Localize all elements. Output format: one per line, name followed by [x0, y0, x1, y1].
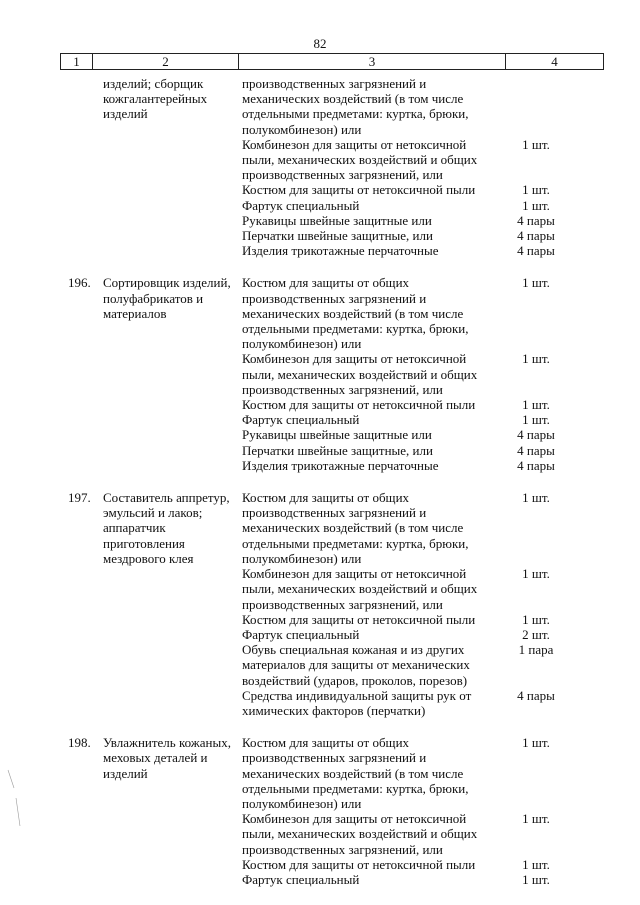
ppe-item-quantity: 4 пары [517, 457, 555, 473]
ppe-list [242, 76, 602, 258]
ppe-item [242, 566, 602, 612]
ppe-item-name: Фартук специальный [242, 197, 360, 213]
ppe-item-quantity: 1 шт. [522, 566, 550, 582]
ppe-item-name: Костюм для защиты от нетоксичной пыли [242, 856, 476, 872]
header-col-2: 2 [93, 54, 239, 69]
table-row [0, 76, 640, 258]
row-number: 197. [68, 490, 91, 506]
ppe-item-name: Перчатки швейные защитные, или [242, 228, 433, 244]
occupation-name: изделий; сборщик кожгалантерейных изделий [103, 76, 208, 122]
ppe-item [242, 490, 602, 566]
ppe-item [242, 688, 602, 718]
ppe-item-name: Изделия трикотажные перчаточные [242, 457, 439, 473]
ppe-item [242, 811, 602, 857]
ppe-item-quantity: 1 шт. [522, 136, 550, 152]
ppe-item-name: Комбинезон для защиты от нетоксичной пыли, механических воздействий и общих производственных загрязнений, или [242, 136, 478, 183]
ppe-item-name: Комбинезон для защиты от нетоксичной пыли, механических воздействий и общих производственных загрязнений, или [242, 811, 478, 857]
ppe-item-quantity: 4 пары [517, 228, 555, 244]
ppe-item-quantity: 4 пары [517, 687, 555, 703]
ppe-item [242, 443, 602, 458]
ppe-item [242, 872, 602, 887]
ppe-item [242, 397, 602, 412]
ppe-item-quantity: 1 шт. [522, 275, 550, 291]
ppe-item-quantity: 1 шт. [522, 182, 550, 198]
ppe-list [242, 490, 602, 718]
ppe-item [242, 213, 602, 228]
ppe-item-name: Рукавицы швейные защитные или [242, 427, 432, 443]
ppe-item-quantity: 2 шт. [522, 626, 550, 642]
ppe-item [242, 612, 602, 627]
table-row [0, 275, 640, 473]
scan-artifact-mark [4, 768, 24, 828]
ppe-item-name: Комбинезон для защиты от нетоксичной пыли, механических воздействий и общих производственных загрязнений, или [242, 566, 478, 612]
ppe-item-name: Фартук специальный [242, 626, 360, 642]
ppe-item-quantity: 1 пара [518, 642, 554, 658]
ppe-item-quantity: 1 шт. [522, 197, 550, 213]
ppe-item [242, 137, 602, 183]
ppe-item [242, 351, 602, 397]
ppe-item [242, 458, 602, 473]
ppe-list [242, 275, 602, 473]
header-col-3: 3 [239, 54, 506, 69]
ppe-item-name: Костюм для защиты от нетоксичной пыли [242, 397, 476, 413]
ppe-item [242, 228, 602, 243]
table-header [60, 53, 604, 70]
ppe-item-name: Костюм для защиты от нетоксичной пыли [242, 611, 476, 627]
ppe-item-name: Костюм для защиты от общих производственных загрязнений и механических воздействий (в том числе отдельными предметами: куртка, брюки, полукомбинезон) или [242, 735, 469, 811]
ppe-item [242, 76, 602, 137]
header-col-1: 1 [61, 54, 93, 69]
table-body [0, 76, 640, 904]
ppe-item-name: Обувь специальная кожаная и из других материалов для защиты от механических воздействий (ударов, проколов, порезов) [242, 642, 470, 688]
ppe-item-name: Фартук специальный [242, 412, 360, 428]
ppe-item [242, 427, 602, 442]
ppe-item-name: Средства индивидуальной защиты рук от химических факторов (перчатки) [242, 687, 472, 718]
ppe-item-quantity: 4 пары [517, 427, 555, 443]
ppe-item [242, 412, 602, 427]
ppe-item [242, 198, 602, 213]
ppe-item-quantity: 1 шт. [522, 871, 550, 887]
ppe-item-name: Костюм для защиты от нетоксичной пыли [242, 182, 476, 198]
ppe-item-quantity: 4 пары [517, 243, 555, 259]
ppe-item-quantity: 1 шт. [522, 412, 550, 428]
ppe-item-quantity [482, 76, 590, 137]
ppe-item [242, 735, 602, 811]
ppe-item [242, 627, 602, 642]
ppe-item-quantity: 1 шт. [522, 490, 550, 506]
occupation-name: Составитель аппретур, эмульсий и лаков; аппаратчик приготовления мездрового клея [103, 490, 230, 566]
ppe-item-quantity: 1 шт. [522, 856, 550, 872]
ppe-item-name: производственных загрязнений и механических воздействий (в том числе отдельными предметами: куртка, брюки, полукомбинезон) или [242, 76, 469, 137]
table-row [0, 490, 640, 718]
header-col-4: 4 [551, 54, 558, 69]
table-row [0, 735, 640, 887]
ppe-item-quantity: 1 шт. [522, 397, 550, 413]
ppe-list [242, 735, 602, 887]
ppe-item-quantity: 1 шт. [522, 811, 550, 827]
ppe-item-name: Изделия трикотажные перчаточные [242, 243, 439, 259]
occupation-name: Увлажнитель кожаных, меховых деталей и изделий [103, 735, 232, 781]
row-number: 198. [68, 735, 91, 751]
ppe-item [242, 243, 602, 258]
ppe-item-name: Фартук специальный [242, 871, 360, 887]
ppe-item-quantity: 1 шт. [522, 611, 550, 627]
ppe-item [242, 857, 602, 872]
ppe-item [242, 275, 602, 351]
ppe-item [242, 182, 602, 197]
ppe-item-quantity: 1 шт. [522, 351, 550, 367]
ppe-item-quantity: 4 пары [517, 442, 555, 458]
occupation-name: Сортировщик изделий, полуфабрикатов и материалов [103, 275, 231, 321]
ppe-item-quantity: 4 пары [517, 212, 555, 228]
ppe-item-name: Перчатки швейные защитные, или [242, 442, 433, 458]
ppe-item-name: Комбинезон для защиты от нетоксичной пыли, механических воздействий и общих производственных загрязнений, или [242, 351, 478, 397]
ppe-item-quantity: 1 шт. [522, 735, 550, 751]
ppe-item-name: Костюм для защиты от общих производственных загрязнений и механических воздействий (в том числе отдельными предметами: куртка, брюки, полукомбинезон) или [242, 275, 469, 352]
ppe-item-name: Рукавицы швейные защитные или [242, 212, 432, 228]
row-number: 196. [68, 275, 91, 291]
ppe-item [242, 642, 602, 688]
ppe-item-name: Костюм для защиты от общих производственных загрязнений и механических воздействий (в том числе отдельными предметами: куртка, брюки, полукомбинезон) или [242, 490, 469, 566]
page-number: 82 [313, 36, 327, 51]
